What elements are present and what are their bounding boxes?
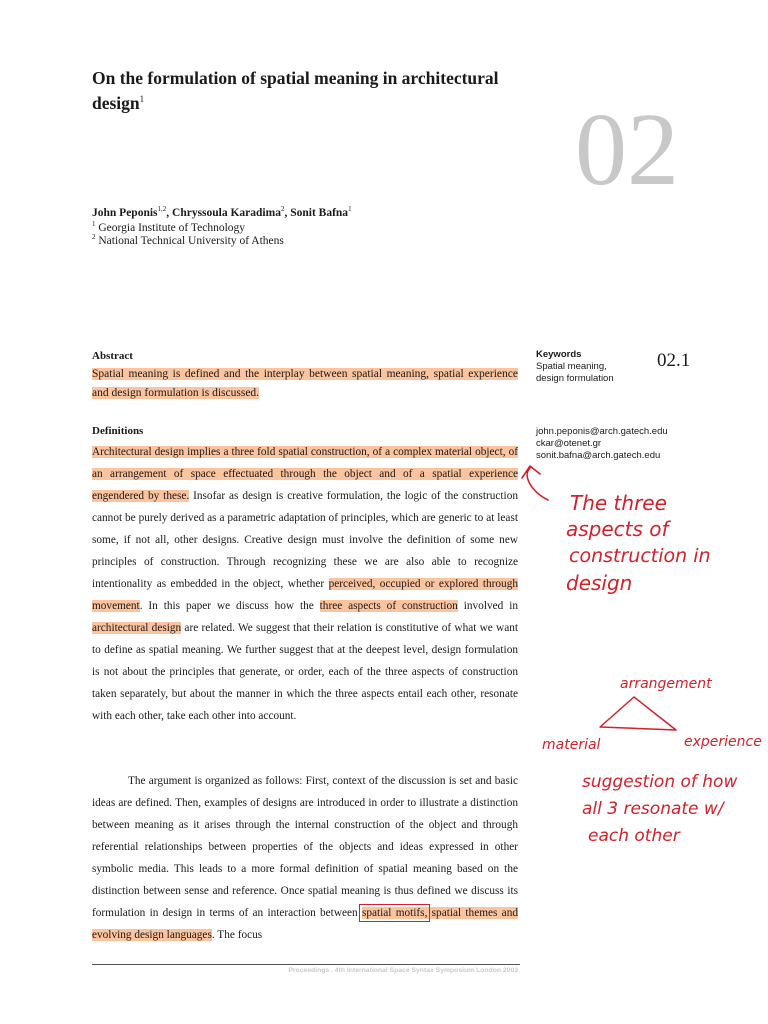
chapter-number: 02 xyxy=(575,92,679,207)
definitions-heading: Definitions xyxy=(92,425,144,437)
highlight: spatial themes and evolving design languages xyxy=(92,907,518,941)
title-text: On the formulation of spatial meaning in architectural design xyxy=(92,68,499,113)
affiliation xyxy=(92,233,284,247)
email: john.peponis@arch.gatech.edu xyxy=(536,426,668,437)
annotation-arrow xyxy=(522,466,548,500)
annotation-line: each other xyxy=(588,826,680,846)
paper-title xyxy=(92,66,532,116)
text-run: . The focus xyxy=(211,929,263,941)
footer-text: Proceedings . 4th International Space Syntax Symposium London 2003 xyxy=(288,967,518,974)
annotation-experience: experience xyxy=(684,734,762,750)
annotation-line: aspects of xyxy=(566,517,669,541)
text-run: . In this paper we discuss how the xyxy=(139,600,320,612)
text-run: The argument is organized as follows: First, context of the discussion is set and basic ideas are defined. Then, examples of designs are introduced in order to illustrate a distinction between meaning as it arises through the internal construction of the object and through referential relationships between properties of the objects and ideas expressed in other symbolic media. This leads to a more formal definition of spatial meaning based on the distinction between sense and reference. Once spatial meaning is thus defined we discuss its formulation in design in terms of an interaction between xyxy=(92,775,518,919)
highlight: three aspects of construction xyxy=(319,600,458,612)
annotation-material: material xyxy=(542,737,601,753)
paragraph-definitions xyxy=(92,441,518,727)
paragraph-argument xyxy=(92,770,518,946)
author-name: Sonit Bafna xyxy=(290,206,349,219)
email: sonit.bafna@arch.gatech.edu xyxy=(536,450,661,461)
affiliation-sup: 1 xyxy=(92,220,96,228)
section-number: 02.1 xyxy=(657,350,691,371)
affiliation-name: National Technical University of Athens xyxy=(98,234,284,247)
author-name: Chryssoula Karadima xyxy=(172,206,281,219)
highlight: perceived, occupied or explored through movement xyxy=(92,578,518,612)
email-list xyxy=(536,426,668,462)
text-run: Insofar as design is creative formulation, the logic of the construction cannot be purely derived as a parametric adaptation of principles, which are generic to at least some, if not all, other designs. Creative design must involve the definition of some new principles of construction. Through recognizing these we are also able to recognize intentionality as embedded in the object, whether xyxy=(92,490,518,590)
text-run: are related. We suggest that their relation is constitutive of what we want to define as spatial meaning. We further suggest that at the deepest level, design formulation is not about the principles that generate, or order, each of the three aspects of construction taken separately, but about the manner in which the three aspects entail each other, resonate with each other, take each other into account. xyxy=(92,622,518,722)
annotation-line: suggestion of how xyxy=(582,772,738,792)
annotation-arrangement: arrangement xyxy=(620,676,712,692)
highlight: Spatial meaning is defined and the interplay between spatial meaning, spatial experience and design formulation is discussed. xyxy=(92,368,518,399)
highlight: architectural design xyxy=(92,622,182,634)
boxed-highlight: spatial motifs, xyxy=(361,907,428,919)
author-sup: 2 xyxy=(280,205,285,213)
annotation-line: design xyxy=(566,571,633,595)
highlight: Architectural design implies a three fold spatial construction, of a complex material object, of an arrangement of space effectuated through the object and of a spatial experience engendered by these. xyxy=(92,446,518,502)
author-list: John Peponis$^{1,2}$, Chryssoula Karadima$^2$, Sonit Bafna$^1$ xyxy=(92,205,352,219)
affiliation-name: Georgia Institute of Technology xyxy=(98,221,246,234)
keywords-heading: Keywords xyxy=(536,349,582,360)
title-footnote: 1 xyxy=(139,94,145,105)
keywords-text: Spatial meaning, design formulation xyxy=(536,361,614,384)
author-sup: 1,2 xyxy=(157,205,167,213)
footer-rule xyxy=(92,964,520,965)
email: ckar@otenet.gr xyxy=(536,438,602,449)
abstract-heading: Abstract xyxy=(92,350,133,362)
author-sup: 1 xyxy=(348,205,352,213)
affiliation xyxy=(92,220,245,234)
author-name: John Peponis xyxy=(92,206,158,219)
annotation-line: construction in xyxy=(569,545,711,567)
annotation-line: all 3 resonate w/ xyxy=(582,799,724,819)
affiliation-sup: 2 xyxy=(92,233,96,241)
text-run: involved in xyxy=(457,600,518,612)
abstract-text xyxy=(92,365,518,403)
annotation-triangle xyxy=(600,697,676,730)
annotation-line: The three xyxy=(570,491,667,515)
